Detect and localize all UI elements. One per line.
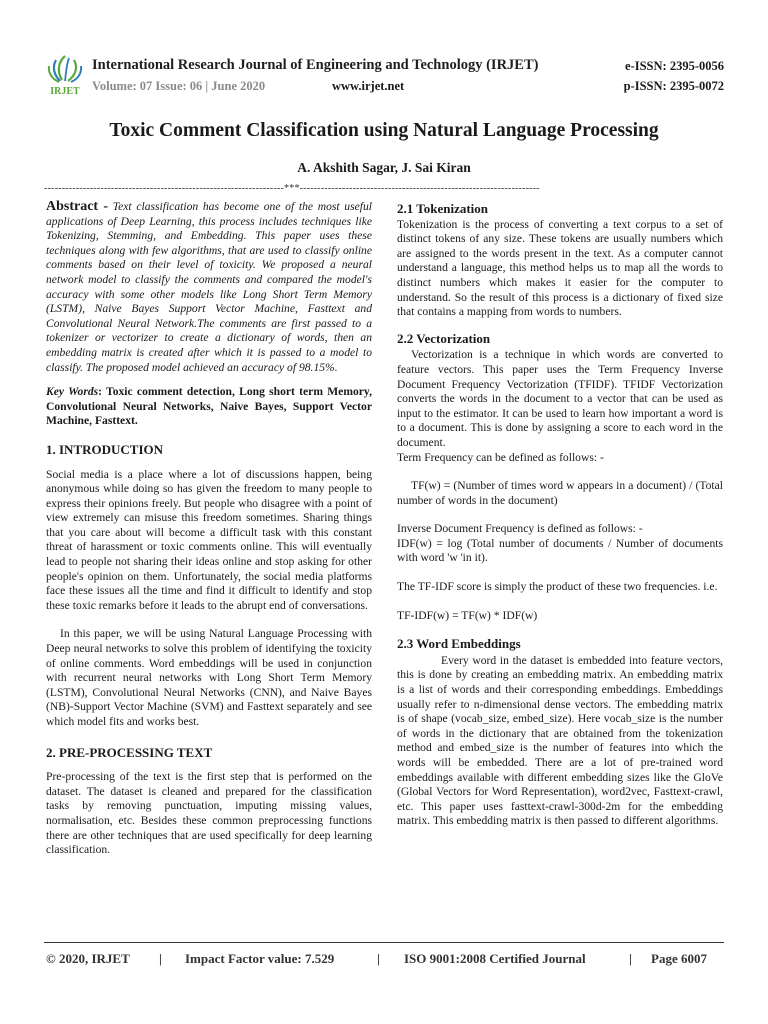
paper-authors: A. Akshith Sagar, J. Sai Kiran [297, 160, 471, 175]
section-heading-introduction: 1. INTRODUCTION [46, 441, 164, 457]
footer-page-number: Page 6007 [651, 951, 707, 966]
page-footer [44, 942, 724, 966]
journal-website-link[interactable]: www.irjet.net [332, 79, 405, 93]
keywords-label: Key Words [46, 385, 99, 399]
footer-copyright: © 2020, IRJET [46, 951, 130, 966]
intro-paragraph-1: Social media is a place where a lot of discussions happen, being anonymous while doing so has given the freedom to many people to express their opinions freely. But people who disagree with a point of view extremely can misuse this freedom sometimes. Sharing things that you care about will become a difficult task with this constant threat of harassment or toxic comments online. This will eventually lead to people not sharing their ideas online and stop asking for other people's opinion on them. Unfortunately, the social media platforms face these issues all the time and find it difficult to identify and stop these toxic remarks before it leads to the abrupt end of conversations. [46, 467, 372, 612]
footer-divider: | [159, 951, 162, 966]
tokenization-paragraph: Tokenization is the process of converting a text corpus to a set of distinct tokens of any size. These tokens are usually numbers which are assigned to the words present in the text. As a computer cannot understand a language, this method helps us to map all the words to distinct numbers which makes it easier for the computer to understand. So the result of this process is a dictionary of fixed size that contains a mapping from words to numbers. [397, 217, 723, 319]
journal-name: International Research Journal of Engineering and Technology (IRJET) [92, 57, 539, 73]
preprocessing-paragraph: Pre-processing of the text is the first step that is performed on the dataset. The dataset is cleaned and prepared for the classification tasks by removing punctuation, imputing missing values, normalisation, etc. Besides these common preprocessing functions there are other techniques that are used specifically for deep learning classification. [46, 770, 372, 857]
tf-formula: TF(w) = (Number of times word w appears in a document) / (Total number of words in the document) [397, 479, 723, 507]
vectorization-paragraph-1: Vectorization is a technique in which words are converted to feature vectors. This paper uses the Term Frequency Inverse Document Frequency Vectorization (TFIDF). TFIDF Vectorization converts the words in the document to a vector that can be used as input to the estimator. It can be used to learn how important a word is to a document. This is done by assigning a score to each word in the document. [397, 348, 723, 449]
abstract-label: Abstract - [46, 199, 109, 214]
abstract-text: Text classification has become one of the most useful applications of Deep Learning, this process includes techniques like Tokenizing, Stemming, and Embedding. This paper uses these techniques along with few algorithms, that are used to classify online comments based on their level of toxicity. We proposed a neural network model to classify the comments and compared the model's accuracy with some other models like Long Short Term Memory (LSTM), Naive Bayes Support Vector Machine, Fasttext and Convolutional Neural Network.The comments are first passed to a tokenizer or vectorizer to create a dictionary of words, then an embedding matrix is created after which it is passed to a model to classify. The proposed model achieved an accuracy of 98.15%. [46, 200, 373, 374]
irjet-logo [44, 52, 86, 98]
tfidf-formula: TF-IDF(w) = TF(w) * IDF(w) [397, 608, 538, 622]
vectorization-tfidf-intro: The TF-IDF score is simply the product of these two frequencies. i.e. [397, 580, 718, 594]
footer-divider: | [629, 951, 632, 966]
e-issn: e-ISSN: 2395-0056 [625, 59, 724, 73]
footer-divider: | [377, 951, 380, 966]
embeddings-paragraph: Every word in the dataset is embedded into feature vectors, this is done by creating an embedding matrix. An embedding matrix is a list of words and their corresponding embeddings. Embeddings usually refer to n-dimensional dense vectors. The embedding matrix is of shape (vocab_size, embed_size). Here vocab_size is the number of words in the dictionary that are obtained from the tokenization method and embed_size is the number of features into which the words will be embedded. There are a lot of pre-trained word embeddings available with different embedding sizes like the GloVe (Global Vectors for Word Representation), word2vec, Fasttext-crawl, etc. This paper uses fasttext-crawl-300d-2m for the embedding matrix. This embedding matrix is then passed to different algorithms. [397, 653, 723, 828]
keywords-text: : Toxic comment detection, Long short term Memory, Convolutional Neural Networks, Naive Bayes, Support Vector Machine, Fasttext. [46, 385, 372, 428]
p-issn: p-ISSN: 2395-0072 [623, 79, 724, 93]
abstract [46, 200, 372, 375]
paper-title: Toxic Comment Classification using Natural Language Processing [109, 120, 659, 141]
idf-formula: IDF(w) = log (Total number of documents / Number of documents with word 'w 'in it). [397, 536, 723, 565]
journal-header [44, 50, 724, 100]
footer-impact-factor: Impact Factor value: 7.529 [185, 951, 335, 966]
header-separator: --------------------------------------------------------------------***-------------------------------------------------------------------- [44, 183, 540, 194]
keywords [46, 385, 372, 429]
right-column [397, 200, 723, 829]
section-heading-vectorization: 2.2 Vectorization [397, 330, 491, 346]
left-column [46, 200, 372, 858]
logo-text: IRJET [50, 86, 80, 97]
vectorization-tf-intro: Term Frequency can be defined as follows: - [397, 450, 604, 464]
section-heading-word-embeddings: 2.3 Word Embeddings [397, 636, 521, 652]
intro-paragraph-2: In this paper, we will be using Natural Language Processing with Deep neural networks to solve this problem of identifying the toxicity of online comments. Word embeddings will be used in conjunction with recurrent neural networks with Long Short Term Memory (LSTM), Convolutional Neural Networks (CNN), and Naive Bayes (NB)-Support Vector Machine (SVM) and Fasttext separately and see which model fits and works best. [46, 627, 372, 728]
volume-info: Volume: 07 Issue: 06 | June 2020 [92, 79, 266, 93]
section-heading-tokenization: 2.1 Tokenization [397, 201, 489, 216]
vectorization-idf-intro: Inverse Document Frequency is defined as follows: - [397, 522, 643, 536]
footer-iso: ISO 9001:2008 Certified Journal [404, 951, 586, 966]
section-heading-preprocessing: 2. PRE-PROCESSING TEXT [46, 744, 213, 760]
